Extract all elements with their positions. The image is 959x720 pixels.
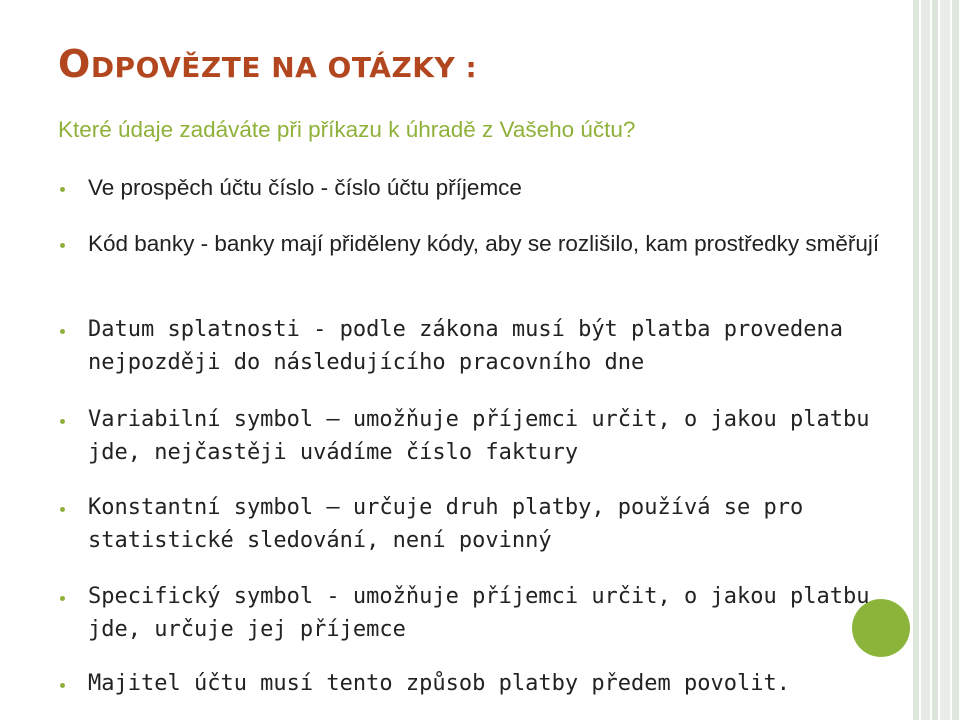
slide-title [58,42,477,86]
bullet-dot-icon [60,683,65,688]
bullet-text: Majitel účtu musí tento způsob platby předem povolit. [88,671,790,696]
title-initial: O [58,42,91,86]
bullet-text: Datum splatnosti - podle zákona musí být platba provedena nejpozději do následujícího pracovního dne [88,317,843,375]
bullet-dot-icon [60,187,65,192]
bullet-item [60,171,880,204]
bullet-item [60,403,880,469]
decor-stripe [952,0,959,720]
bullet-item [60,667,880,700]
decor-stripe [932,0,938,720]
slide-subtitle: Které údaje zadáváte při příkazu k úhradě z Vašeho účtu? [58,117,636,142]
bullet-text: Specifický symbol - umožňuje příjemci určit, o jakou platbu jde, určuje jej příjemce [88,584,870,642]
decor-stripe [940,0,950,720]
bullet-dot-icon [60,596,65,601]
bullet-text: Ve prospěch účtu číslo - číslo účtu příjemce [88,175,522,200]
bullet-text: Konstantní symbol – určuje druh platby, používá se pro statistické sledování, není povinný [88,495,804,553]
bullet-dot-icon [60,419,65,424]
decor-stripe [921,0,930,720]
bullet-item [60,580,880,646]
bullet-item [60,491,880,557]
bullet-text: Kód banky - banky mají přiděleny kódy, aby se rozlišilo, kam prostředky směřují [88,231,880,256]
bullet-dot-icon [60,329,65,334]
title-rest: DPOVĚZTE NA OTÁZKY : [90,51,478,84]
bullet-item [60,313,880,379]
bullet-dot-icon [60,243,65,248]
decor-stripe [913,0,919,720]
bullet-dot-icon [60,507,65,512]
bullet-item [60,227,880,260]
bullet-text: Variabilní symbol – umožňuje příjemci určit, o jakou platbu jde, nejčastěji uvádíme číslo faktury [88,407,870,465]
